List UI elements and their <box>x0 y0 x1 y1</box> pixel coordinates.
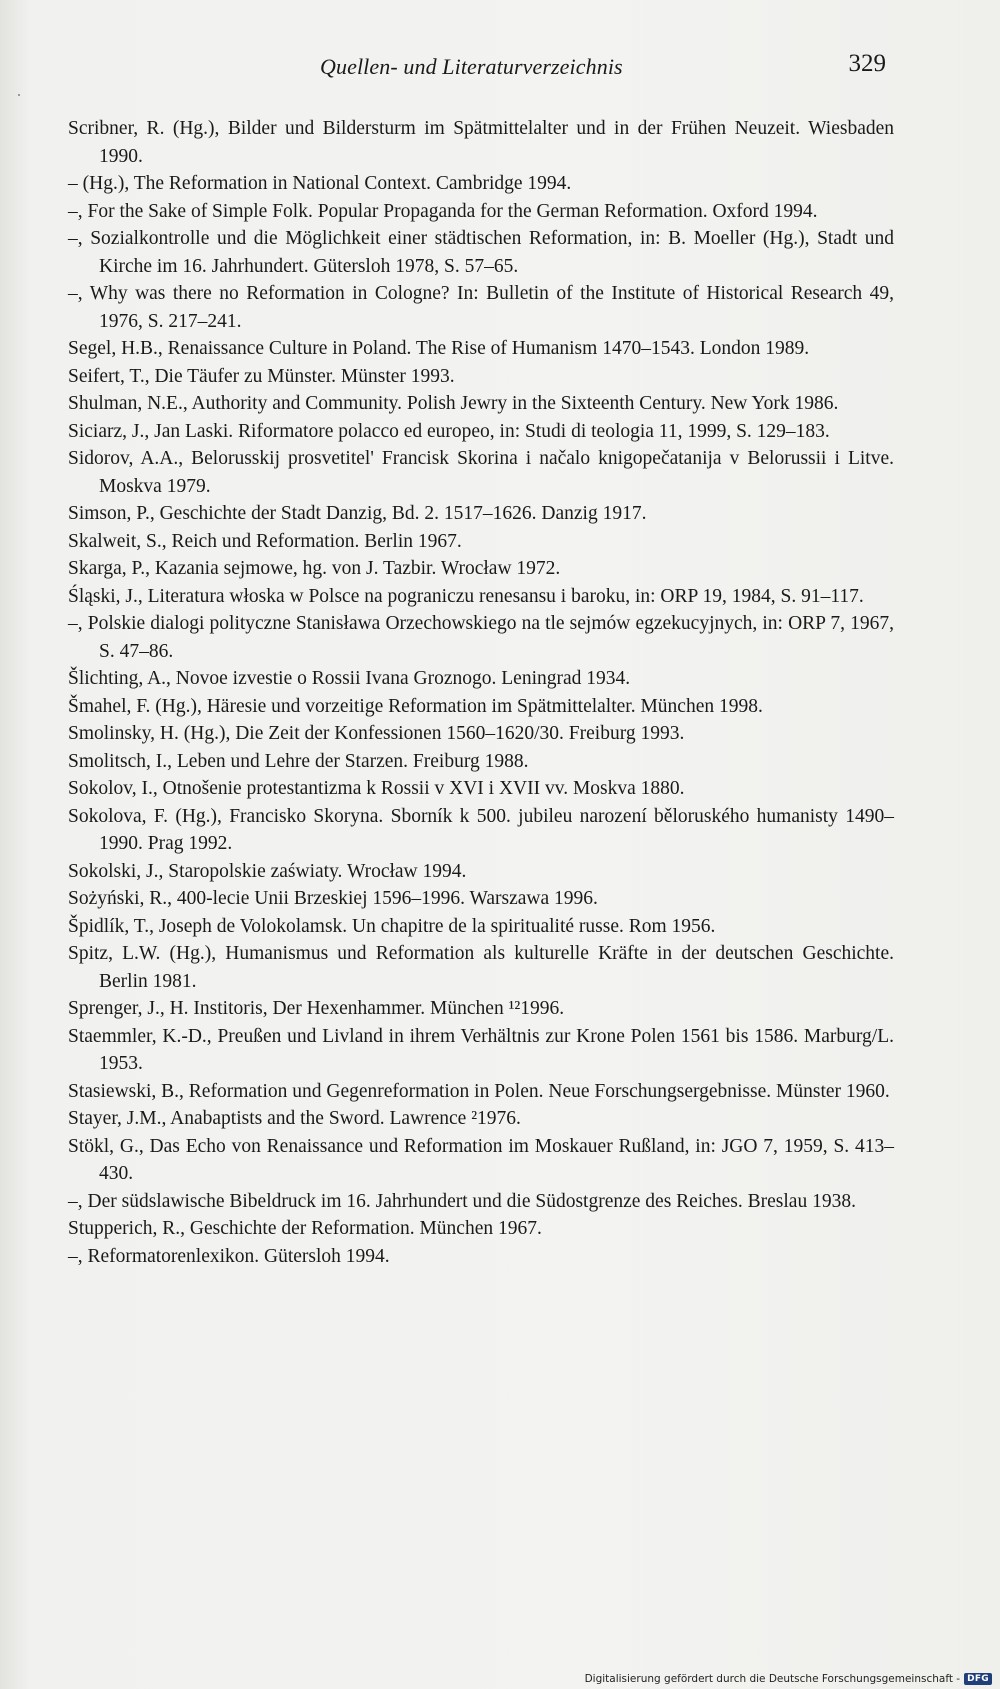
header-title: Quellen- und Literaturverzeichnis <box>320 54 623 79</box>
bibliography-list <box>68 115 894 1270</box>
bibliography-entry: Segel, H.B., Renaissance Culture in Poland. The Rise of Humanism 1470–1543. London 1989. <box>68 338 810 359</box>
bibliography-entry: Sidorov, A.A., Belorusskij prosvetitel' Francisk Skorina i načalo knigopečatanija v Belorussii i Litve. Moskva 1979. <box>68 448 894 497</box>
bibliography-entry: –, Polskie dialogi polityczne Stanisława Orzechowskiego na tle sejmów egzekucyjnych, in: ORP 7, 1967, S. 47–86. <box>68 613 894 662</box>
bibliography-entry: Sokolski, J., Staropolskie zaświaty. Wrocław 1994. <box>68 860 467 882</box>
bibliography-entry: Stasiewski, B., Reformation und Gegenreformation in Polen. Neue Forschungsergebnisse. Münster 1960. <box>68 1080 890 1102</box>
bibliography-entry: – (Hg.), The Reformation in National Context. Cambridge 1994. <box>68 173 572 194</box>
footer <box>585 1673 992 1685</box>
bibliography-entry: –, Sozialkontrolle und die Möglichkeit einer städtischen Reformation, in: B. Moeller (Hg.), Stadt und Kirche im 16. Jahrhundert. Gütersloh 1978, S. 57–65. <box>68 228 894 277</box>
bibliography-entry: Simson, P., Geschichte der Stadt Danzig, Bd. 2. 1517–1626. Danzig 1917. <box>68 503 647 524</box>
bibliography-entry: Śląski, J., Literatura włoska w Polsce na pograniczu renesansu i baroku, in: ORP 19, 1984, S. 91–117. <box>68 585 864 607</box>
bibliography-entry: Skalweit, S., Reich und Reformation. Berlin 1967. <box>68 530 462 552</box>
bibliography-entry: Spitz, L.W. (Hg.), Humanismus und Reformation als kulturelle Kräfte in der deutschen Geschichte. Berlin 1981. <box>68 943 894 992</box>
bibliography-entry: –, Why was there no Reformation in Cologne? In: Bulletin of the Institute of Historical Research 49, 1976, S. 217–241. <box>68 283 894 332</box>
bibliography-entry: Smolitsch, I., Leben und Lehre der Starzen. Freiburg 1988. <box>68 750 529 772</box>
bibliography-entry: Seifert, T., Die Täufer zu Münster. Münster 1993. <box>68 365 455 387</box>
bibliography-entry: Shulman, N.E., Authority and Community. Polish Jewry in the Sixteenth Century. New York 1986. <box>68 393 839 414</box>
bibliography-entry: –, For the Sake of Simple Folk. Popular Propaganda for the German Reformation. Oxford 1994. <box>68 200 818 222</box>
bibliography-entry: –, Reformatorenlexikon. Gütersloh 1994. <box>68 1245 390 1267</box>
bibliography-entry: Staemmler, K.-D., Preußen und Livland in ihrem Verhältnis zur Krone Polen 1561 bis 1586. Marburg/L. 1953. <box>68 1025 894 1074</box>
bibliography-entry: Stökl, G., Das Echo von Renaissance und Reformation im Moskauer Rußland, in: JGO 7, 1959, S. 413–430. <box>68 1135 894 1184</box>
bibliography-entry: Šlichting, A., Novoe izvestie o Rossii Ivana Groznogo. Leningrad 1934. <box>68 668 631 689</box>
page-number: 329 <box>848 50 886 77</box>
bibliography-entry: Stayer, J.M., Anabaptists and the Sword. Lawrence ²1976. <box>68 1108 521 1129</box>
dfg-logo: DFG <box>964 1673 992 1685</box>
bibliography-entry: Stupperich, R., Geschichte der Reformation. München 1967. <box>68 1218 542 1239</box>
footer-text: Digitalisierung gefördert durch die Deutsche Forschungsgemeinschaft - <box>584 1673 961 1685</box>
bibliography-entry: Šmahel, F. (Hg.), Häresie und vorzeitige Reformation im Spätmittelalter. München 1998. <box>68 695 763 717</box>
bibliography-entry: Smolinsky, H. (Hg.), Die Zeit der Konfessionen 1560–1620/30. Freiburg 1993. <box>68 723 685 744</box>
bibliography-entry: Sokolova, F. (Hg.), Francisko Skoryna. Sborník k 500. jubileu narození běloruského humanisty 1490–1990. Prag 1992. <box>68 805 894 854</box>
bibliography-entry: Špidlík, T., Joseph de Volokolamsk. Un chapitre de la spiritualité russe. Rom 1956. <box>68 915 716 937</box>
bibliography-entry: Sprenger, J., H. Institoris, Der Hexenhammer. München ¹²1996. <box>68 998 565 1019</box>
bibliography-entry: Sożyński, R., 400-lecie Unii Brzeskiej 1596–1996. Warszawa 1996. <box>68 888 598 909</box>
bibliography-entry: –, Der südslawische Bibeldruck im 16. Jahrhundert und die Südostgrenze des Reiches. Breslau 1938. <box>68 1190 856 1212</box>
bibliography-entry: Skarga, P., Kazania sejmowe, hg. von J. Tazbir. Wrocław 1972. <box>68 558 561 579</box>
bibliography-entry: Siciarz, J., Jan Laski. Riformatore polacco ed europeo, in: Studi di teologia 11, 1999, S. 129–183. <box>68 420 830 442</box>
bibliography-entry: Sokolov, I., Otnošenie protestantizma k Rossii v XVI i XVII vv. Moskva 1880. <box>68 778 685 799</box>
bibliography-entry: Scribner, R. (Hg.), Bilder und Bildersturm im Spätmittelalter und in der Frühen Neuzeit. Wiesbaden 1990. <box>68 118 894 167</box>
running-header <box>0 50 1000 84</box>
scan-mark <box>18 94 20 96</box>
